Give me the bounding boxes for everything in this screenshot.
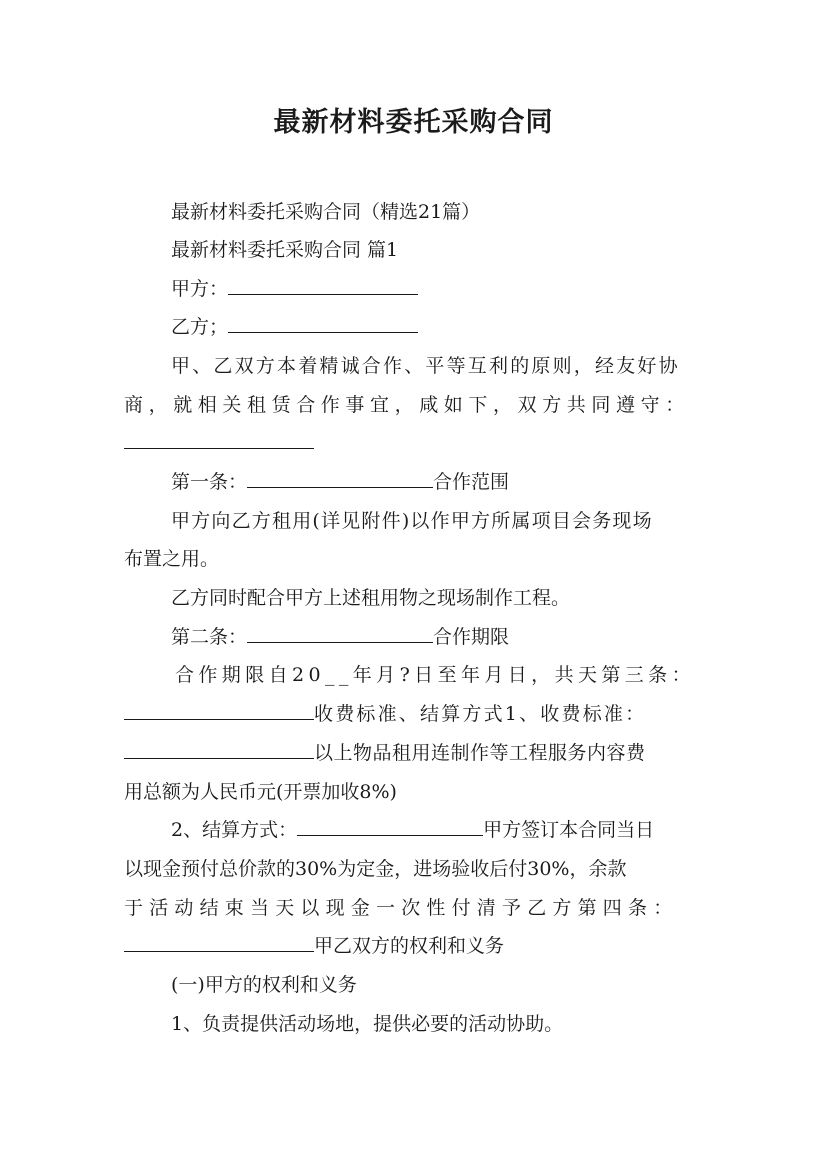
settlement-label: 2、结算方式： <box>171 819 298 841</box>
paragraph-5-line-3: 于活动结束当天以现金一次性付清予乙方第四条： <box>124 897 679 919</box>
paragraph-3: 乙方同时配合甲方上述租用物之现场制作工程。 <box>171 587 571 609</box>
party-a-blank <box>228 274 418 295</box>
paragraph-4-line-4: 用总额为人民币元(开票加收8%) <box>124 781 397 803</box>
party-b-label: 乙方； <box>171 316 229 338</box>
paragraph-2-line-1: 甲方向乙方租用(详见附件)以作甲方所属项目会务现场 <box>171 510 653 532</box>
article-2-line <box>171 622 704 652</box>
paragraph-5-line-1 <box>171 815 704 845</box>
article-1-blank <box>247 467 433 488</box>
agreement-blank <box>124 428 314 449</box>
paragraph-1-line-3 <box>124 428 704 458</box>
article-2-suffix: 合作期限 <box>433 626 510 648</box>
paragraph-7: 1、负责提供活动场地，提供必要的活动协助。 <box>171 1013 564 1035</box>
paragraph-1-line-2: 商，就相关租赁合作事宜，咸如下，双方共同遵守： <box>124 394 690 416</box>
paragraph-4-line-3 <box>124 738 704 768</box>
subtitle: 最新材料委托采购合同（精选21篇） <box>171 201 481 223</box>
article-2-blank <box>247 622 433 643</box>
article-1-suffix: 合作范围 <box>433 471 510 493</box>
article-1-line <box>171 467 704 497</box>
section-heading: 最新材料委托采购合同 篇1 <box>171 239 399 261</box>
paragraph-4-line-2 <box>124 699 704 729</box>
paragraph-5-line-1-text: 甲方签订本合同当日 <box>483 819 655 841</box>
party-b-blank <box>228 312 418 333</box>
paragraph-1-line-1: 甲、乙双方本着精诚合作、平等互利的原则，经友好协 <box>171 355 680 377</box>
paragraph-2-line-2: 布置之用。 <box>124 548 220 570</box>
party-b-line <box>171 312 704 342</box>
article-1-label: 第一条： <box>171 471 248 493</box>
rights-blank <box>124 931 314 952</box>
paragraph-5-line-4-text: 甲乙双方的权利和义务 <box>314 935 505 957</box>
paragraph-4-line-1: 合作期限自20__年月?日至年月日，共天第三条： <box>175 664 695 686</box>
paragraph-5-line-4 <box>124 931 704 961</box>
fee-standard-blank <box>124 699 314 720</box>
document-title: 最新材料委托采购合同 <box>273 107 554 138</box>
article-2-label: 第二条： <box>171 626 248 648</box>
paragraph-5-line-2: 以现金预付总价款的30%为定金，进场验收后付30%，余款 <box>124 858 627 880</box>
party-a-line <box>171 274 704 304</box>
fee-amount-blank <box>124 738 314 759</box>
paragraph-4-line-2-text: 收费标准、结算方式1、收费标准： <box>314 703 647 725</box>
settlement-blank <box>297 815 483 836</box>
paragraph-4-line-3-text: 以上物品租用连制作等工程服务内容费 <box>314 742 646 764</box>
paragraph-6: (一)甲方的权利和义务 <box>171 974 357 996</box>
party-a-label: 甲方： <box>171 278 229 300</box>
